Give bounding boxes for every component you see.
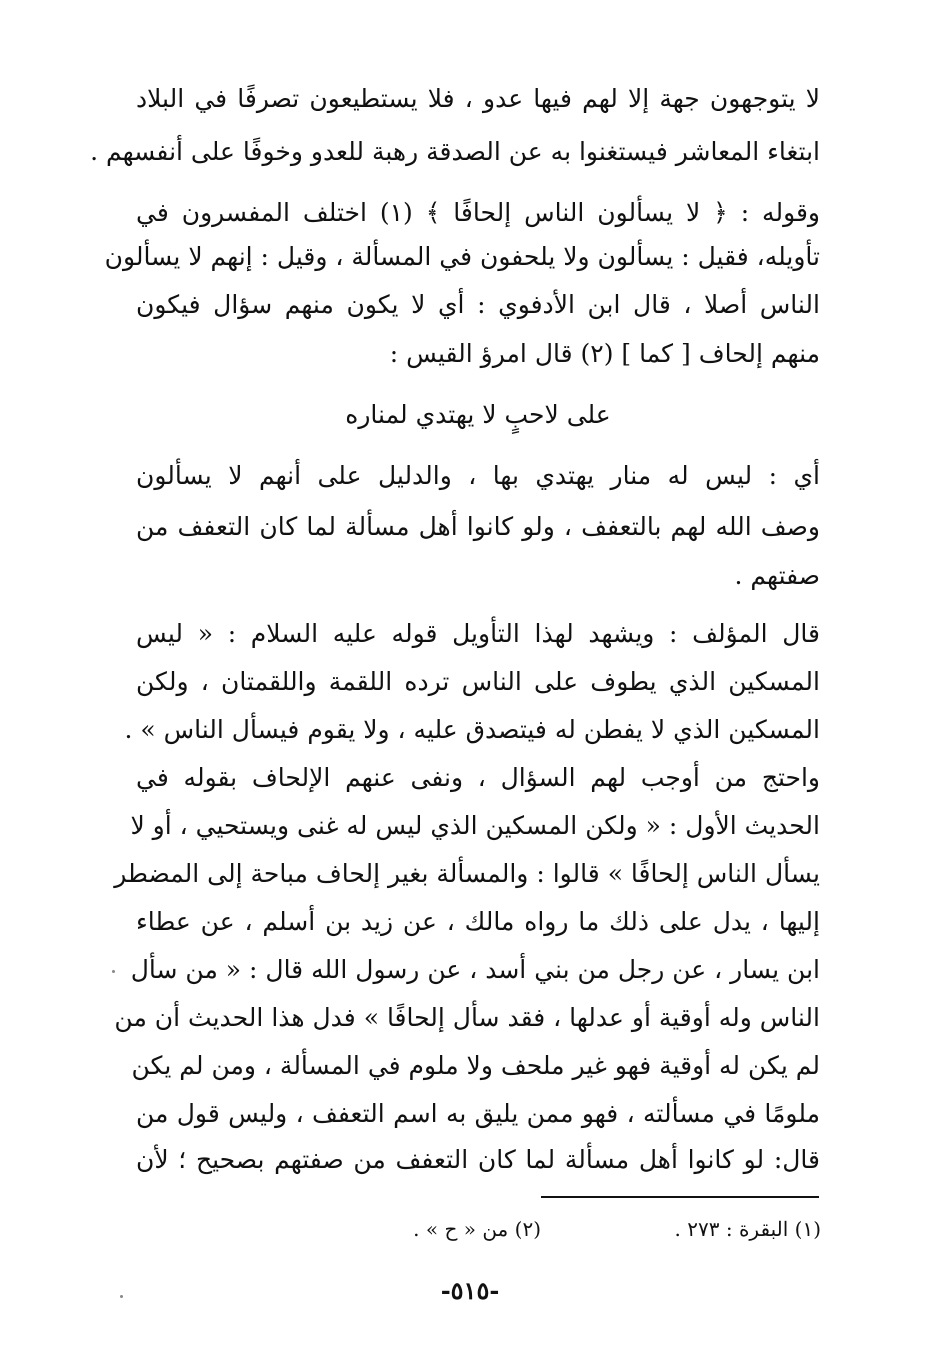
text-line: صفتهم . xyxy=(734,561,820,590)
text-line: يسأل الناس إلحافًا » قالوا : والمسألة بغير إلحاف مباحة إلى المضطر xyxy=(114,859,820,888)
text-line: منهم إلحاف [ كما ] (٢) قال امرؤ القيس : xyxy=(389,339,820,368)
scan-speck xyxy=(120,1295,123,1298)
text-line: قال المؤلف : ويشهد لهذا التأويل قوله عليه السلام : « ليس xyxy=(136,619,820,648)
page-number: -٥١٥- xyxy=(440,1276,500,1305)
text-line: واحتج من أوجب لهم السؤال ، ونفى عنهم الإلحاف بقوله في xyxy=(136,763,820,792)
text-line: المسكين الذي يطوف على الناس ترده اللقمة واللقمتان ، ولكن xyxy=(136,667,820,696)
text-line: الناس أصلا ، قال ابن الأدفوي : أي لا يكون منهم سؤال فيكون xyxy=(136,290,820,319)
footnote-divider xyxy=(541,1196,819,1198)
text-line: ابن يسار ، عن رجل من بني أسد ، عن رسول الله قال : « من سأل xyxy=(130,955,820,984)
poetry-verse: على لاحبٍ لا يهتدي لمناره xyxy=(345,400,611,429)
text-line: قال: لو كانوا أهل مسألة لما كان التعفف من صفتهم بصحيح ؛ لأن xyxy=(136,1145,820,1174)
text-line: لا يتوجهون جهة إلا لهم فيها عدو ، فلا يستطيعون تصرفًا في البلاد xyxy=(136,84,820,113)
text-line: أي : ليس له منار يهتدي بها ، والدليل على أنهم لا يسألون xyxy=(136,461,820,490)
text-line: وقوله : ﴿ لا يسألون الناس إلحافًا ﴾ (١) اختلف المفسرون في xyxy=(136,198,821,227)
text-line: تأويله، فقيل : يسألون ولا يلحفون في المسألة ، وقيل : إنهم لا يسألون xyxy=(104,242,820,271)
text-line: وصف الله لهم بالتعفف ، ولو كانوا أهل مسألة لما كان التعفف من xyxy=(136,512,820,541)
text-line: الناس وله أوقية أو عدلها ، فقد سأل إلحافًا » فدل هذا الحديث أن من xyxy=(114,1003,820,1032)
footnote-2: (٢) من « ح » . xyxy=(413,1217,541,1241)
footnote-1: (١) البقرة : ٢٧٣ . xyxy=(674,1217,821,1241)
scan-speck xyxy=(112,970,115,973)
text-line: لم يكن له أوقية فهو غير ملحف ولا ملوم في المسألة ، ومن لم يكن xyxy=(131,1051,820,1080)
text-line: ابتغاء المعاشر فيستغنوا به عن الصدقة رهبة للعدو وخوفًا على أنفسهم . xyxy=(90,137,820,166)
text-line: الحديث الأول : « ولكن المسكين الذي ليس له غنى ويستحيي ، أو لا xyxy=(130,811,820,840)
text-line: إليها ، يدل على ذلك ما رواه مالك ، عن زيد بن أسلم ، عن عطاء xyxy=(136,907,820,936)
text-line: ملومًا في مسألته ، فهو ممن يليق به اسم التعفف ، وليس قول من xyxy=(136,1099,820,1128)
text-line: المسكين الذي لا يفطن له فيتصدق عليه ، ولا يقوم فيسأل الناس » . xyxy=(124,715,820,744)
